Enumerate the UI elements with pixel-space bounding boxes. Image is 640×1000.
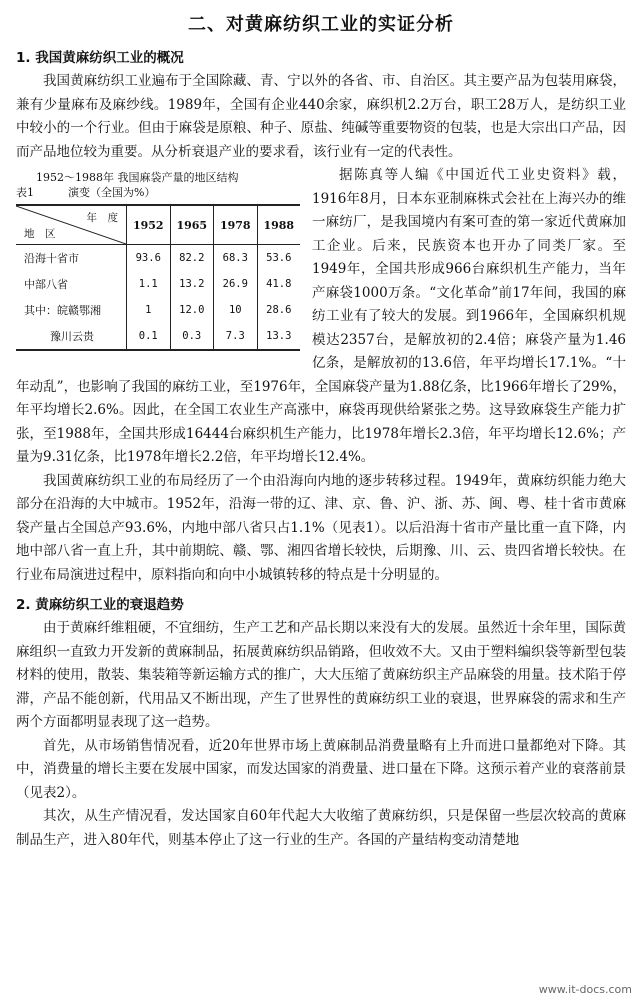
year-header: 1978 [214, 205, 258, 245]
paragraph-layout: 我国黄麻纺织工业的布局经历了一个由沿海向内地的逐步转移过程。1949年，黄麻纺织能力绝大部分在沿海的大中城市。1952年，沿海一带的辽、津、京、鲁、沪、浙、苏、闽、粤、桂十省市黄麻袋产量占全国总产93.6%，内地中部八省只占1.1%（见表1）。以后沿海十省市产量比重一直下降，内地中部八省一直上升，其中前期皖、赣、鄂、湘四省增长较快，后期豫、川、云、贵四省增长较快。在行业布局演进过程中，原料指向和向中小城镇转移的特点是十分明显的。 [16, 472, 626, 583]
region-name: 豫川云贵 [50, 330, 94, 343]
table-cell: 28.6 [257, 297, 300, 323]
table-corner-header [16, 205, 127, 245]
table-cell: 93.6 [127, 245, 171, 272]
year-header: 1988 [257, 205, 300, 245]
table-cell: 0.3 [170, 323, 214, 350]
region-name: 中部八省 [24, 278, 68, 291]
year-header: 1952 [127, 205, 171, 245]
table-row [16, 297, 300, 323]
table-cell: 13.2 [170, 271, 214, 297]
subsection-2-heading: 2. 黄麻纺织工业的衰退趋势 [16, 597, 184, 613]
table-cell: 0.1 [127, 323, 171, 350]
region-name: 其中：皖赣鄂湘 [24, 304, 101, 317]
table-cell: 1 [127, 297, 171, 323]
region-structure-table [16, 204, 300, 351]
year-header: 1965 [170, 205, 214, 245]
table-caption-line1: 1952～1988年 我国麻袋产量的地区结构 [36, 171, 239, 184]
table-cell: 13.3 [257, 323, 300, 350]
table-caption-line2: 演变（全国为%） [68, 186, 156, 199]
paragraph-market: 首先，从市场销售情况看，近20年世界市场上黄麻制品消费量略有上升而进口量都绝对下降。其中，消费量的增长主要在发展中国家，而发达国家的消费量、进口量在下降。这预示着产业的衰落前景（见表2）。 [16, 737, 626, 801]
table-row [16, 245, 300, 272]
subsection-1-heading: 1. 我国黄麻纺织工业的概况 [16, 50, 184, 66]
table-cell: 68.3 [214, 245, 258, 272]
table-1 [16, 170, 300, 351]
paragraph-history: 据陈真等人编《中国近代工业史资料》载，1916年8月，日本东亚制麻株式会社在上海兴办的维一麻纺厂，是我国境内有案可查的第一家近代黄麻加工企业。后来，民族资本也开办了同类厂家。至1949年，全国共形成966台麻织机生产能力，当年产麻袋1000万条。“文化革命”前17年间，我国的麻纺工业有了较大的发展。到1966年，全国麻织机规模达2357台，是解放初的2.4倍；麻袋产量为1.46亿条，是解放初的13.6倍，年平均增长17.1%。“十年动乱”，也影响了我国的麻纺工业，至1976年，全国麻袋产量为1.88亿条，比1966年增长了29%，年平均增长2.6%。因此，在全国工农业生产高涨中，麻袋再现供给紧张之势。这导致麻袋生产能力扩张，至1988年，全国共形成16444台麻织机生产能力，比1978年增长2.3倍，年平均增长12.6%；产量为9.31亿条，比1978年增长2.2倍，年平均增长12.4%。 [16, 167, 626, 465]
table-row [16, 271, 300, 297]
corner-region-label: 地 区 [24, 228, 56, 240]
corner-year-label: 年 度 [86, 212, 118, 224]
table-cell: 12.0 [170, 297, 214, 323]
table-cell: 7.3 [214, 323, 258, 350]
table-cell: 41.8 [257, 271, 300, 297]
table-cell: 82.2 [170, 245, 214, 272]
table-cell: 10 [214, 297, 258, 323]
table-row [16, 323, 300, 350]
table-caption-label: 表1 [16, 186, 34, 199]
region-name: 沿海十省市 [24, 252, 79, 265]
section-title: 二、对黄麻纺织工业的实证分析 [188, 14, 454, 35]
table-cell: 26.9 [214, 271, 258, 297]
table-cell: 1.1 [127, 271, 171, 297]
paragraph-production: 其次，从生产情况看，发达国家自60年代起大大收缩了黄麻纺织，只是保留一些层次较高的黄麻制品生产，进入80年代，则基本停止了这一行业的生产。各国的产量结构变动清楚地 [16, 808, 626, 848]
table-cell: 53.6 [257, 245, 300, 272]
paragraph-decline: 由于黄麻纤维粗硬，不宜细纺，生产工艺和产品长期以来没有大的发展。虽然近十余年里，国际黄麻组织一直致力开发新的黄麻制品，拓展黄麻纺织品销路，但收效不大。又由于塑料编织袋等新型包装材料的使用，散装、集装箱等新运输方式的推广，大大压缩了黄麻纺织主产品麻袋的用量。技术陷于停滞，产品不能创新，代用品又不断出现，产生了世界性的黄麻纺织工业的衰退，世界麻袋的需求和生产两个方面都明显表现了这一趋势。 [16, 620, 626, 730]
watermark-text: www.it-docs.com [538, 983, 632, 996]
table-1-caption [16, 170, 300, 200]
paragraph-overview: 我国黄麻纺织工业遍布于全国除藏、青、宁以外的各省、市、自治区。其主要产品为包装用麻袋，兼有少量麻布及麻纱线。1989年，全国有企业440余家，麻织机2.2万台，职工28万人，是纺织工业中较小的一个行业。但由于麻袋是原粮、种子、原盐、纯碱等重要物资的包装，也是大宗出口产品，因而产品地位较为重要。从分析衰退产业的要求看，该行业有一定的代表性。 [16, 73, 626, 160]
